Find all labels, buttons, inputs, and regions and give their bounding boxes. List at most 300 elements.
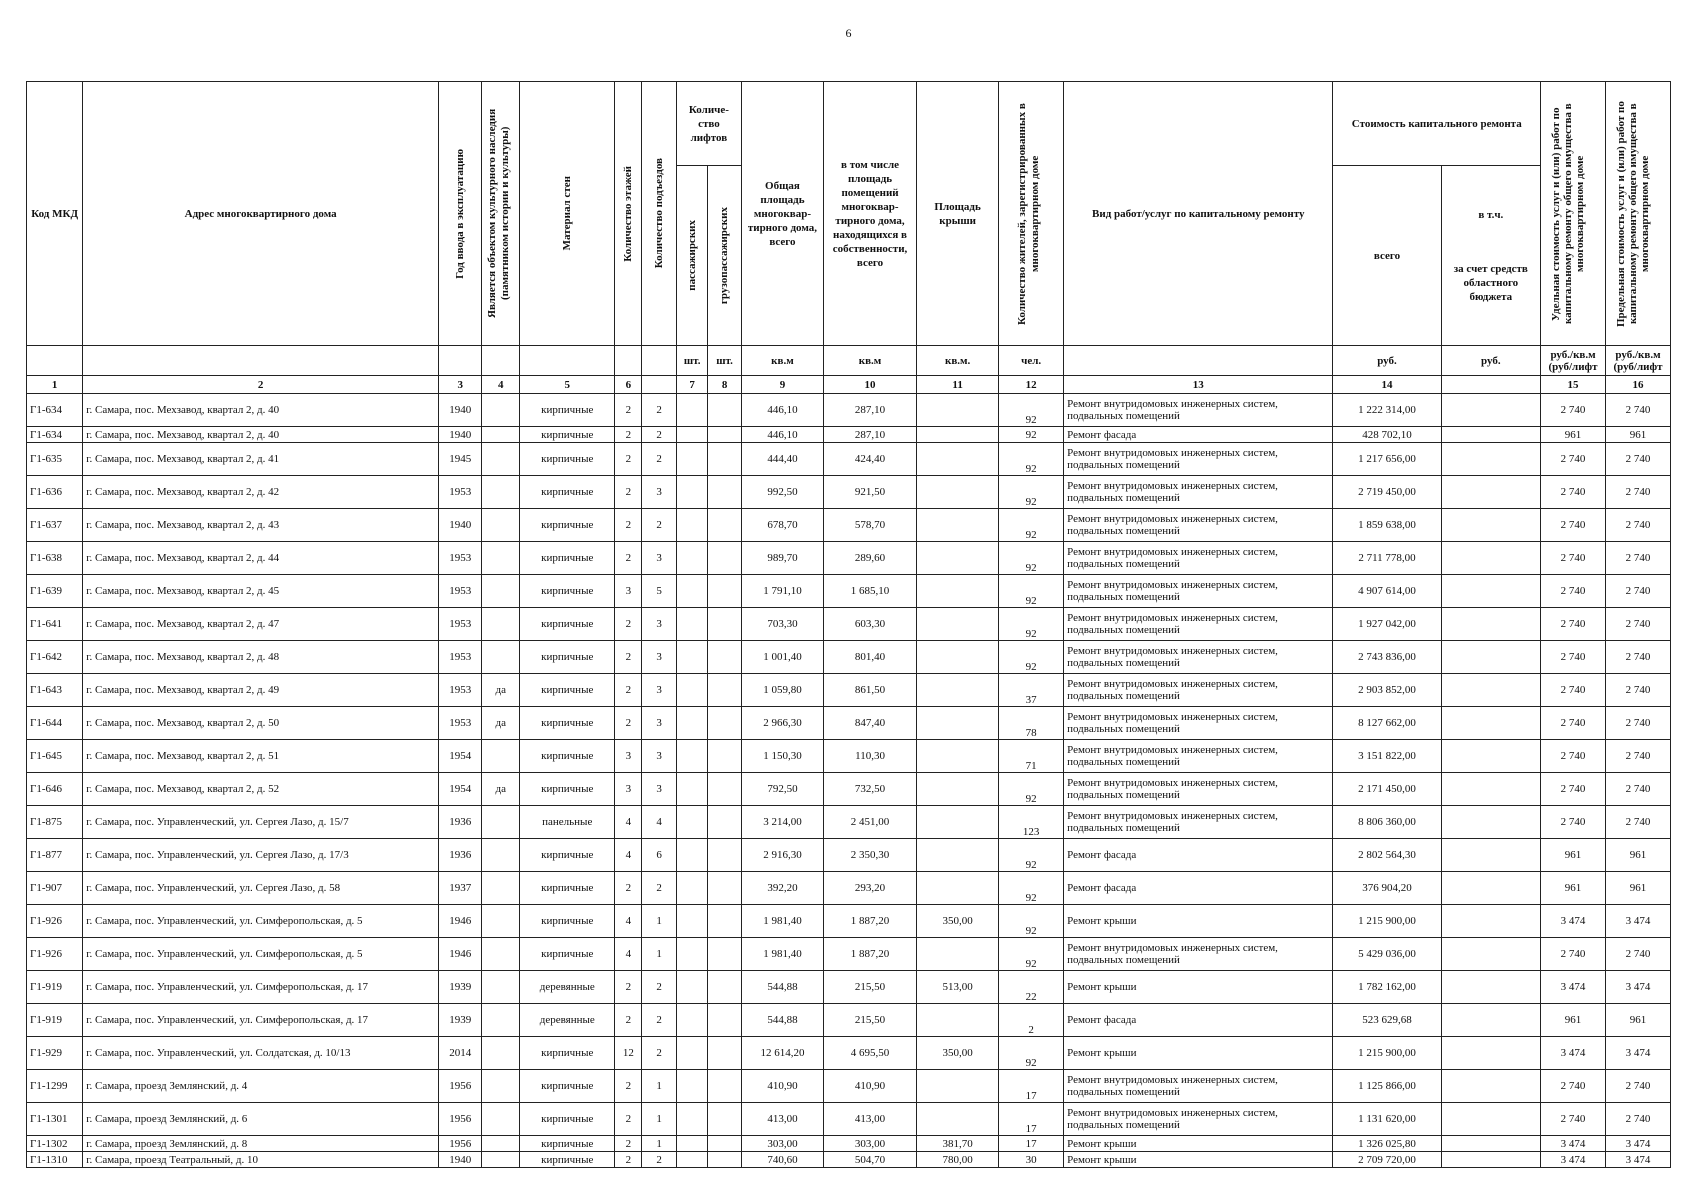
cell-area-total: 446,10 — [741, 394, 823, 427]
cell-lifts-freight — [708, 938, 742, 971]
cell-area-total: 1 150,30 — [741, 740, 823, 773]
cell-code: Г1-644 — [27, 707, 83, 740]
cell-entrances: 3 — [642, 674, 677, 707]
cell-limit-cost: 961 — [1605, 1004, 1670, 1037]
cell-cost-total: 2 719 450,00 — [1333, 476, 1441, 509]
cell-cost-regional — [1441, 443, 1541, 476]
cell-area-total: 1 981,40 — [741, 938, 823, 971]
cell-code: Г1-641 — [27, 608, 83, 641]
cell-code: Г1-636 — [27, 476, 83, 509]
cell-roof-area: 513,00 — [917, 971, 999, 1004]
cell-address: г. Самара, пос. Управленческий, ул. Сергея Лазо, д. 15/7 — [83, 806, 439, 839]
cell-code: Г1-919 — [27, 971, 83, 1004]
cell-year: 1940 — [439, 1152, 482, 1168]
cell-floors: 2 — [615, 674, 642, 707]
cell-lifts-passenger — [676, 674, 707, 707]
header-lifts-freight-text: грузопассажирских — [718, 206, 731, 305]
cell-work-type: Ремонт внутридомовых инженерных систем, подвальных помещений — [1064, 773, 1333, 806]
unit-work-type — [1064, 346, 1333, 376]
cell-limit-cost: 961 — [1605, 872, 1670, 905]
cell-code: Г1-634 — [27, 394, 83, 427]
cell-year: 1953 — [439, 542, 482, 575]
cell-heritage — [482, 806, 520, 839]
cell-limit-cost: 2 740 — [1605, 476, 1670, 509]
cell-lifts-passenger — [676, 806, 707, 839]
cell-work-type: Ремонт внутридомовых инженерных систем, подвальных помещений — [1064, 740, 1333, 773]
cell-work-type: Ремонт крыши — [1064, 1152, 1333, 1168]
cell-cost-total: 8 806 360,00 — [1333, 806, 1441, 839]
cell-address: г. Самара, пос. Мехзавод, квартал 2, д. 47 — [83, 608, 439, 641]
cell-lifts-freight — [708, 575, 742, 608]
cell-lifts-passenger — [676, 509, 707, 542]
cell-floors: 2 — [615, 394, 642, 427]
cell-material: кирпичные — [520, 872, 615, 905]
table-body — [27, 394, 1671, 1168]
header-lifts-freight — [708, 166, 742, 346]
cell-year: 1954 — [439, 740, 482, 773]
cell-lifts-freight — [708, 1136, 742, 1152]
cell-area-total: 792,50 — [741, 773, 823, 806]
cell-code: Г1-1310 — [27, 1152, 83, 1168]
cell-lifts-passenger — [676, 938, 707, 971]
cell-work-type: Ремонт фасада — [1064, 872, 1333, 905]
cell-address: г. Самара, пос. Мехзавод, квартал 2, д. 43 — [83, 509, 439, 542]
cell-area-total: 2 916,30 — [741, 839, 823, 872]
cell-area-total: 992,50 — [741, 476, 823, 509]
cell-cost-regional — [1441, 1152, 1541, 1168]
cell-material: кирпичные — [520, 476, 615, 509]
cell-year: 1940 — [439, 394, 482, 427]
cell-residents: 78 — [999, 707, 1064, 740]
cell-material: кирпичные — [520, 509, 615, 542]
cell-code: Г1-1299 — [27, 1070, 83, 1103]
cell-roof-area — [917, 674, 999, 707]
cell-entrances: 4 — [642, 806, 677, 839]
cell-floors: 2 — [615, 542, 642, 575]
header-material-text: Материал стен — [560, 176, 573, 251]
cell-material: панельные — [520, 806, 615, 839]
cell-lifts-freight — [708, 905, 742, 938]
cell-unit-cost: 2 740 — [1541, 1103, 1606, 1136]
cell-lifts-freight — [708, 839, 742, 872]
cell-roof-area — [917, 1070, 999, 1103]
cell-floors: 4 — [615, 938, 642, 971]
cell-limit-cost: 2 740 — [1605, 773, 1670, 806]
cell-lifts-freight — [708, 427, 742, 443]
cell-material: кирпичные — [520, 443, 615, 476]
cell-lifts-passenger — [676, 1037, 707, 1070]
cell-heritage: да — [482, 707, 520, 740]
cell-material: кирпичные — [520, 938, 615, 971]
cell-cost-total: 1 131 620,00 — [1333, 1103, 1441, 1136]
cell-lifts-passenger — [676, 872, 707, 905]
cell-area-owned: 861,50 — [824, 674, 917, 707]
cell-cost-total: 1 125 866,00 — [1333, 1070, 1441, 1103]
column-number: 10 — [824, 376, 917, 394]
cell-year: 1953 — [439, 707, 482, 740]
cell-work-type: Ремонт крыши — [1064, 1136, 1333, 1152]
unit-floors — [615, 346, 642, 376]
cell-floors: 2 — [615, 872, 642, 905]
cell-area-owned: 110,30 — [824, 740, 917, 773]
cell-area-total: 703,30 — [741, 608, 823, 641]
header-entrances-text: Количество подъездов — [652, 158, 665, 269]
cell-entrances: 1 — [642, 938, 677, 971]
cell-year: 1953 — [439, 608, 482, 641]
cell-heritage — [482, 509, 520, 542]
table-row — [27, 476, 1671, 509]
cell-lifts-freight — [708, 509, 742, 542]
cell-roof-area — [917, 509, 999, 542]
cell-code: Г1-642 — [27, 641, 83, 674]
cell-unit-cost: 2 740 — [1541, 806, 1606, 839]
header-floors-text: Количество этажей — [621, 165, 634, 262]
cell-year: 1937 — [439, 872, 482, 905]
unit-code — [27, 346, 83, 376]
cell-work-type: Ремонт внутридомовых инженерных систем, подвальных помещений — [1064, 509, 1333, 542]
cell-work-type: Ремонт внутридомовых инженерных систем, подвальных помещений — [1064, 1070, 1333, 1103]
cell-address: г. Самара, пос. Управленческий, ул. Симферопольская, д. 5 — [83, 938, 439, 971]
unit-address — [83, 346, 439, 376]
cell-code: Г1-907 — [27, 872, 83, 905]
header-residents — [999, 82, 1064, 346]
column-number: 5 — [520, 376, 615, 394]
cell-cost-regional — [1441, 773, 1541, 806]
header-area-owned: в том числе площадь помещений многоквар-тирного дома, находящихся в собственности, всего — [824, 82, 917, 346]
cell-lifts-freight — [708, 1103, 742, 1136]
cell-address: г. Самара, пос. Управленческий, ул. Симферопольская, д. 17 — [83, 1004, 439, 1037]
cell-roof-area — [917, 427, 999, 443]
cell-work-type: Ремонт внутридомовых инженерных систем, подвальных помещений — [1064, 938, 1333, 971]
table-row — [27, 674, 1671, 707]
cell-residents: 92 — [999, 905, 1064, 938]
table-row — [27, 1136, 1671, 1152]
header-heritage-text: Является объектом культурного наследия (памятником истории и культуры) — [485, 108, 511, 319]
column-number: 4 — [482, 376, 520, 394]
cell-cost-total: 2 711 778,00 — [1333, 542, 1441, 575]
cell-entrances: 5 — [642, 575, 677, 608]
unit-heritage — [482, 346, 520, 376]
cell-unit-cost: 3 474 — [1541, 1037, 1606, 1070]
cell-area-owned: 603,30 — [824, 608, 917, 641]
cell-heritage — [482, 1004, 520, 1037]
cell-residents: 92 — [999, 641, 1064, 674]
cell-floors: 4 — [615, 905, 642, 938]
cell-lifts-freight — [708, 674, 742, 707]
cell-material: кирпичные — [520, 608, 615, 641]
unit-entrances — [642, 346, 677, 376]
cell-work-type: Ремонт внутридомовых инженерных систем, подвальных помещений — [1064, 707, 1333, 740]
cell-area-owned: 2 451,00 — [824, 806, 917, 839]
cell-address: г. Самара, пос. Мехзавод, квартал 2, д. 45 — [83, 575, 439, 608]
cell-limit-cost: 961 — [1605, 427, 1670, 443]
cell-limit-cost: 2 740 — [1605, 806, 1670, 839]
cell-cost-total: 3 151 822,00 — [1333, 740, 1441, 773]
cell-residents: 92 — [999, 394, 1064, 427]
cell-lifts-passenger — [676, 608, 707, 641]
cell-address: г. Самара, пос. Мехзавод, квартал 2, д. 51 — [83, 740, 439, 773]
cell-work-type: Ремонт фасада — [1064, 839, 1333, 872]
cell-lifts-freight — [708, 806, 742, 839]
cell-code: Г1-638 — [27, 542, 83, 575]
cell-residents: 17 — [999, 1103, 1064, 1136]
cell-unit-cost: 2 740 — [1541, 938, 1606, 971]
cell-lifts-passenger — [676, 542, 707, 575]
cell-entrances: 2 — [642, 427, 677, 443]
cell-residents: 123 — [999, 806, 1064, 839]
header-area-total: Общая площадь многоквар-тирного дома, всего — [741, 82, 823, 346]
header-residents-text: Количество жителей, зарегистрированных в многоквартирном доме — [1016, 102, 1042, 325]
cell-limit-cost: 2 740 — [1605, 674, 1670, 707]
table-row — [27, 509, 1671, 542]
cell-lifts-freight — [708, 971, 742, 1004]
cell-cost-total: 1 215 900,00 — [1333, 905, 1441, 938]
cell-year: 1946 — [439, 905, 482, 938]
cell-floors: 4 — [615, 806, 642, 839]
cell-lifts-passenger — [676, 394, 707, 427]
cell-floors: 2 — [615, 476, 642, 509]
cell-unit-cost: 961 — [1541, 1004, 1606, 1037]
cell-entrances: 2 — [642, 509, 677, 542]
cell-code: Г1-637 — [27, 509, 83, 542]
cell-cost-regional — [1441, 575, 1541, 608]
cell-entrances: 6 — [642, 839, 677, 872]
cell-limit-cost: 2 740 — [1605, 608, 1670, 641]
cell-cost-regional — [1441, 509, 1541, 542]
cell-residents: 92 — [999, 608, 1064, 641]
cell-limit-cost: 3 474 — [1605, 1152, 1670, 1168]
cell-area-total: 544,88 — [741, 971, 823, 1004]
cell-lifts-freight — [708, 443, 742, 476]
cell-residents: 92 — [999, 509, 1064, 542]
cell-residents: 92 — [999, 427, 1064, 443]
cell-material: кирпичные — [520, 773, 615, 806]
cell-entrances: 3 — [642, 740, 677, 773]
cell-material: кирпичные — [520, 707, 615, 740]
cell-area-owned: 504,70 — [824, 1152, 917, 1168]
cell-roof-area — [917, 641, 999, 674]
cell-entrances: 2 — [642, 1152, 677, 1168]
cell-entrances: 2 — [642, 971, 677, 1004]
cell-floors: 2 — [615, 1136, 642, 1152]
cell-year: 1936 — [439, 839, 482, 872]
cell-cost-regional — [1441, 905, 1541, 938]
cell-heritage — [482, 740, 520, 773]
cell-heritage — [482, 1037, 520, 1070]
cell-cost-regional — [1441, 1070, 1541, 1103]
cell-area-total: 989,70 — [741, 542, 823, 575]
cell-cost-regional — [1441, 674, 1541, 707]
cell-lifts-freight — [708, 1070, 742, 1103]
cell-area-total: 444,40 — [741, 443, 823, 476]
cell-material: кирпичные — [520, 905, 615, 938]
cell-unit-cost: 2 740 — [1541, 509, 1606, 542]
cell-limit-cost: 2 740 — [1605, 641, 1670, 674]
cell-floors: 3 — [615, 740, 642, 773]
cell-material: кирпичные — [520, 575, 615, 608]
cell-unit-cost: 961 — [1541, 427, 1606, 443]
cell-year: 1953 — [439, 674, 482, 707]
cell-lifts-passenger — [676, 1136, 707, 1152]
cell-area-owned: 921,50 — [824, 476, 917, 509]
cell-limit-cost: 2 740 — [1605, 394, 1670, 427]
cell-address: г. Самара, пос. Управленческий, ул. Симферопольская, д. 5 — [83, 905, 439, 938]
cell-area-owned: 4 695,50 — [824, 1037, 917, 1070]
cell-entrances: 1 — [642, 1103, 677, 1136]
cell-roof-area — [917, 1004, 999, 1037]
cell-address: г. Самара, пос. Мехзавод, квартал 2, д. 44 — [83, 542, 439, 575]
cell-roof-area — [917, 443, 999, 476]
cell-unit-cost: 2 740 — [1541, 608, 1606, 641]
header-heritage — [482, 82, 520, 346]
cell-heritage — [482, 971, 520, 1004]
cell-roof-area — [917, 707, 999, 740]
cell-residents: 92 — [999, 542, 1064, 575]
cell-lifts-passenger — [676, 575, 707, 608]
cell-cost-regional — [1441, 872, 1541, 905]
cell-material: кирпичные — [520, 674, 615, 707]
cell-cost-regional — [1441, 938, 1541, 971]
column-number: 16 — [1605, 376, 1670, 394]
cell-entrances: 3 — [642, 476, 677, 509]
cell-work-type: Ремонт внутридомовых инженерных систем, подвальных помещений — [1064, 394, 1333, 427]
cell-cost-regional — [1441, 839, 1541, 872]
header-limit-cost-text: Предельная стоимость услуг и (или) работ по капитальному ремонту общего имущества в многоквартирном доме — [1614, 100, 1651, 327]
table-row — [27, 971, 1671, 1004]
cell-residents: 30 — [999, 1152, 1064, 1168]
cell-residents: 17 — [999, 1070, 1064, 1103]
cell-heritage — [482, 443, 520, 476]
cell-residents: 92 — [999, 938, 1064, 971]
unit-residents: чел. — [999, 346, 1064, 376]
cell-work-type: Ремонт внутридомовых инженерных систем, подвальных помещений — [1064, 806, 1333, 839]
cell-material: кирпичные — [520, 1136, 615, 1152]
cell-limit-cost: 2 740 — [1605, 575, 1670, 608]
unit-lifts-passenger: шт. — [676, 346, 707, 376]
cell-work-type: Ремонт фасада — [1064, 427, 1333, 443]
cell-limit-cost: 2 740 — [1605, 1103, 1670, 1136]
header-year-text: Год ввода в эксплуатацию — [453, 148, 466, 279]
column-number: 6 — [615, 376, 642, 394]
cell-address: г. Самара, пос. Мехзавод, квартал 2, д. 41 — [83, 443, 439, 476]
cell-year: 1956 — [439, 1070, 482, 1103]
cell-code: Г1-1301 — [27, 1103, 83, 1136]
cell-year: 1940 — [439, 427, 482, 443]
cell-year: 1939 — [439, 971, 482, 1004]
cell-floors: 12 — [615, 1037, 642, 1070]
cell-address: г. Самара, пос. Мехзавод, квартал 2, д. 40 — [83, 427, 439, 443]
cell-area-total: 410,90 — [741, 1070, 823, 1103]
cell-area-owned: 732,50 — [824, 773, 917, 806]
table-row — [27, 427, 1671, 443]
column-number: 15 — [1541, 376, 1606, 394]
header-unit-cost-text: Удельная стоимость услуг и (или) работ по капитальному ремонту общего имущества в многоквартирном доме — [1550, 103, 1587, 324]
cell-heritage — [482, 427, 520, 443]
header-year — [439, 82, 482, 346]
cell-material: кирпичные — [520, 1037, 615, 1070]
cell-area-owned: 410,90 — [824, 1070, 917, 1103]
cell-work-type: Ремонт внутридомовых инженерных систем, подвальных помещений — [1064, 674, 1333, 707]
cell-area-total: 1 001,40 — [741, 641, 823, 674]
cell-heritage — [482, 542, 520, 575]
cell-code: Г1-643 — [27, 674, 83, 707]
column-number — [642, 376, 677, 394]
header-lifts-group: Количе-ство лифтов — [676, 82, 741, 166]
page-number: 6 — [845, 26, 852, 40]
cell-heritage — [482, 641, 520, 674]
cell-lifts-passenger — [676, 1152, 707, 1168]
cell-area-owned: 293,20 — [824, 872, 917, 905]
table-row — [27, 806, 1671, 839]
cell-address: г. Самара, проезд Землянский, д. 6 — [83, 1103, 439, 1136]
unit-cost-regional: руб. — [1441, 346, 1541, 376]
cell-cost-regional — [1441, 476, 1541, 509]
cell-roof-area — [917, 476, 999, 509]
cell-floors: 2 — [615, 608, 642, 641]
cell-unit-cost: 2 740 — [1541, 443, 1606, 476]
cell-area-owned: 303,00 — [824, 1136, 917, 1152]
cell-limit-cost: 3 474 — [1605, 971, 1670, 1004]
column-number: 3 — [439, 376, 482, 394]
cell-work-type: Ремонт внутридомовых инженерных систем, подвальных помещений — [1064, 443, 1333, 476]
cell-material: кирпичные — [520, 1152, 615, 1168]
cell-lifts-freight — [708, 740, 742, 773]
unit-roof-area: кв.м. — [917, 346, 999, 376]
cell-roof-area — [917, 542, 999, 575]
cell-area-owned: 215,50 — [824, 971, 917, 1004]
cell-limit-cost: 2 740 — [1605, 509, 1670, 542]
table-row — [27, 443, 1671, 476]
cell-roof-area — [917, 1103, 999, 1136]
cell-entrances: 2 — [642, 1037, 677, 1070]
cell-lifts-passenger — [676, 1070, 707, 1103]
cell-roof-area: 350,00 — [917, 905, 999, 938]
cell-year: 1953 — [439, 641, 482, 674]
cell-code: Г1-929 — [27, 1037, 83, 1070]
cell-area-total: 303,00 — [741, 1136, 823, 1152]
cell-lifts-passenger — [676, 905, 707, 938]
header-material — [520, 82, 615, 346]
unit-cost-total: руб. — [1333, 346, 1441, 376]
cell-lifts-passenger — [676, 476, 707, 509]
cell-limit-cost: 3 474 — [1605, 905, 1670, 938]
cell-lifts-freight — [708, 608, 742, 641]
cell-code: Г1-919 — [27, 1004, 83, 1037]
cell-code: Г1-646 — [27, 773, 83, 806]
cell-area-total: 2 966,30 — [741, 707, 823, 740]
cell-unit-cost: 961 — [1541, 839, 1606, 872]
cell-code: Г1-645 — [27, 740, 83, 773]
cell-area-owned: 1 887,20 — [824, 905, 917, 938]
cell-lifts-freight — [708, 872, 742, 905]
cell-address: г. Самара, проезд Театральный, д. 10 — [83, 1152, 439, 1168]
cell-lifts-passenger — [676, 839, 707, 872]
cell-lifts-passenger — [676, 641, 707, 674]
cell-area-owned: 1 887,20 — [824, 938, 917, 971]
cell-residents: 92 — [999, 575, 1064, 608]
cell-area-total: 740,60 — [741, 1152, 823, 1168]
cell-area-owned: 801,40 — [824, 641, 917, 674]
cell-unit-cost: 2 740 — [1541, 773, 1606, 806]
cell-work-type: Ремонт внутридомовых инженерных систем, подвальных помещений — [1064, 575, 1333, 608]
cell-material: кирпичные — [520, 1103, 615, 1136]
cell-area-total: 413,00 — [741, 1103, 823, 1136]
unit-area-total: кв.м — [741, 346, 823, 376]
cell-cost-regional — [1441, 427, 1541, 443]
table-row — [27, 394, 1671, 427]
cell-unit-cost: 2 740 — [1541, 575, 1606, 608]
cell-entrances: 2 — [642, 872, 677, 905]
